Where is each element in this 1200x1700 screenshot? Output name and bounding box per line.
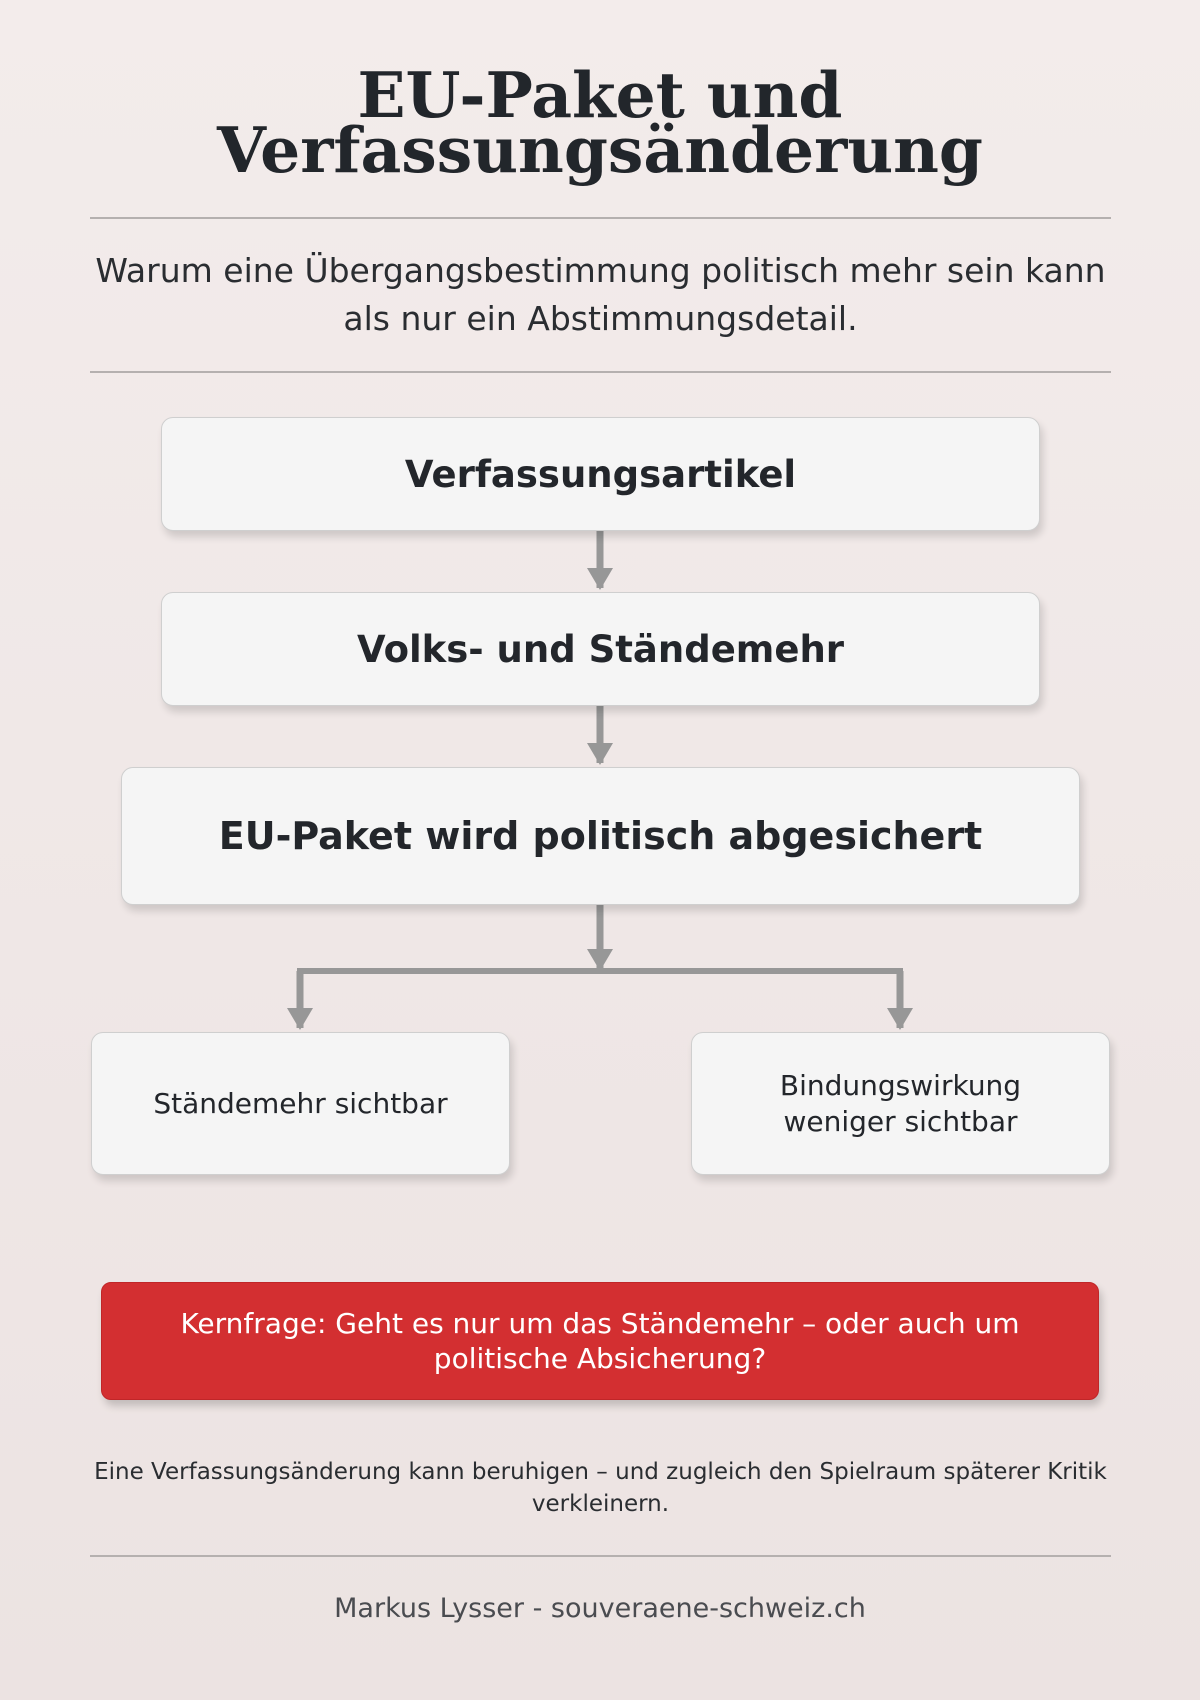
arrowhead-left <box>287 1008 313 1030</box>
subtitle: Warum eine Übergangsbestimmung politisch mehr sein kann als nur ein Abstimmungsdetail. <box>95 251 1106 338</box>
arrowhead-3-branch <box>587 949 613 971</box>
flow-step-label: Verfassungsartikel <box>404 452 797 496</box>
flow-branch-left <box>91 1032 510 1175</box>
divider-footer <box>90 1555 1111 1557</box>
key-question-text: Kernfrage: Geht es nur um das Ständemehr – oder auch um politische Absicherung? <box>180 1307 1020 1375</box>
title-line-1: EU-Paket und <box>357 58 843 132</box>
arrowhead-1-2 <box>587 568 613 590</box>
arrowhead-2-3 <box>587 743 613 765</box>
flow-step-label: EU-Paket wird politisch abgesichert <box>218 814 983 858</box>
flow-branch-right <box>691 1032 1110 1175</box>
closing-note: Eine Verfassungsänderung kann beruhigen – und zugleich den Spielraum späterer Kritik verkleinern. <box>94 1459 1107 1517</box>
arrowhead-right <box>887 1008 913 1030</box>
flow-step-label: Volks- und Ständemehr <box>356 627 845 671</box>
footer-credit: Markus Lysser - souveraene-schweiz.ch <box>334 1593 866 1624</box>
flow-step-eu-paket <box>121 767 1080 905</box>
key-question-callout <box>101 1282 1099 1400</box>
title-line-2: Verfassungsänderung <box>217 113 983 187</box>
branch-right-label: Bindungswirkung weniger sichtbar <box>779 1068 1022 1138</box>
branch-left-label: Ständemehr sichtbar <box>153 1086 448 1120</box>
flow-step-verfassungsartikel <box>161 417 1040 531</box>
flow-step-volks-und-staendemehr <box>161 592 1040 706</box>
